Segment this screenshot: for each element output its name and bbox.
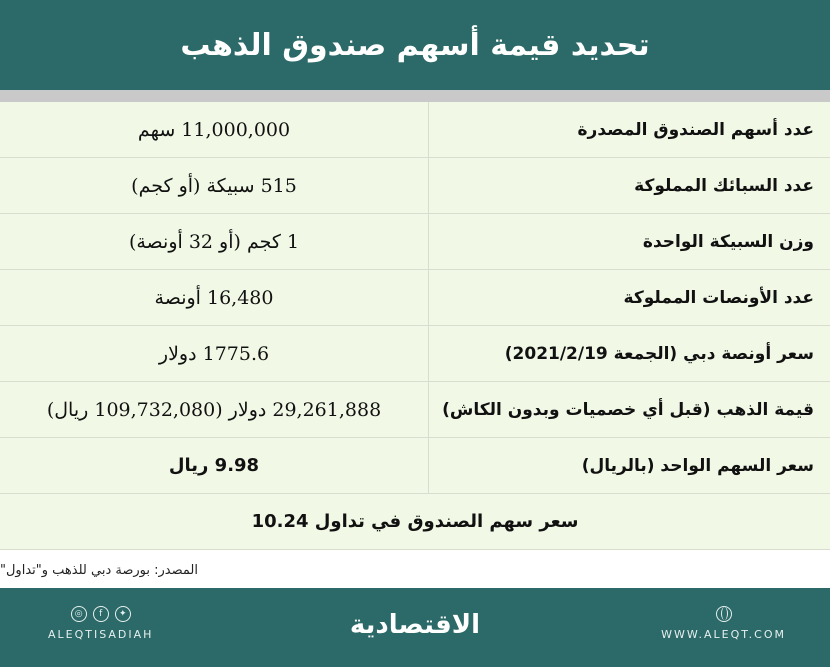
row-value: 1 كجم (أو 32 أونصة)	[128, 230, 300, 253]
website-link[interactable]: WWW.ALEQT.COM	[661, 628, 786, 641]
row-value: 9.98 ريال	[168, 455, 260, 476]
title-banner	[0, 0, 830, 90]
brand-logo: الاقتصادية	[349, 610, 481, 640]
twitter-icon[interactable]: ✦	[115, 606, 131, 622]
website-block	[661, 606, 786, 641]
divider-strip	[0, 90, 830, 102]
row-label: سعر السهم الواحد (بالريال)	[428, 438, 830, 493]
page-title: تحديد قيمة أسهم صندوق الذهب	[180, 27, 650, 63]
table-row	[0, 270, 830, 326]
row-label: وزن السبيكة الواحدة	[428, 214, 830, 269]
table-row	[0, 102, 830, 158]
globe-icon	[716, 606, 732, 622]
table-row	[0, 382, 830, 438]
table-row	[0, 438, 830, 494]
row-label: قيمة الذهب (قبل أي خصميات وبدون الكاش)	[428, 382, 830, 437]
source-note: المصدر: بورصة دبي للذهب و"تداول"	[0, 552, 830, 588]
row-value: 515 سبيكة (أو كجم)	[131, 174, 297, 197]
table-row	[0, 214, 830, 270]
row-value: 1775.6 دولار	[158, 342, 270, 365]
row-label: عدد أسهم الصندوق المصدرة	[428, 102, 830, 157]
row-label: عدد الأونصات المملوكة	[428, 270, 830, 325]
table-row	[0, 158, 830, 214]
table-row	[0, 326, 830, 382]
instagram-icon[interactable]: ◎	[71, 606, 87, 622]
footer	[0, 588, 830, 667]
row-label: عدد السبائك المملوكة	[428, 158, 830, 213]
row-value: 29,261,888 دولار (109,732,080 ريال)	[46, 398, 382, 421]
social-handle[interactable]: ALEQTISADIAH	[48, 628, 154, 641]
row-value: 16,480 أونصة	[154, 286, 274, 309]
facebook-icon[interactable]: f	[93, 606, 109, 622]
row-label: سعر أونصة دبي (الجمعة 2021/2/19)	[428, 326, 830, 381]
summary-row: سعر سهم الصندوق في تداول 10.24	[0, 494, 830, 550]
row-value: 11,000,000 سهم	[137, 118, 291, 141]
data-table	[0, 102, 830, 550]
